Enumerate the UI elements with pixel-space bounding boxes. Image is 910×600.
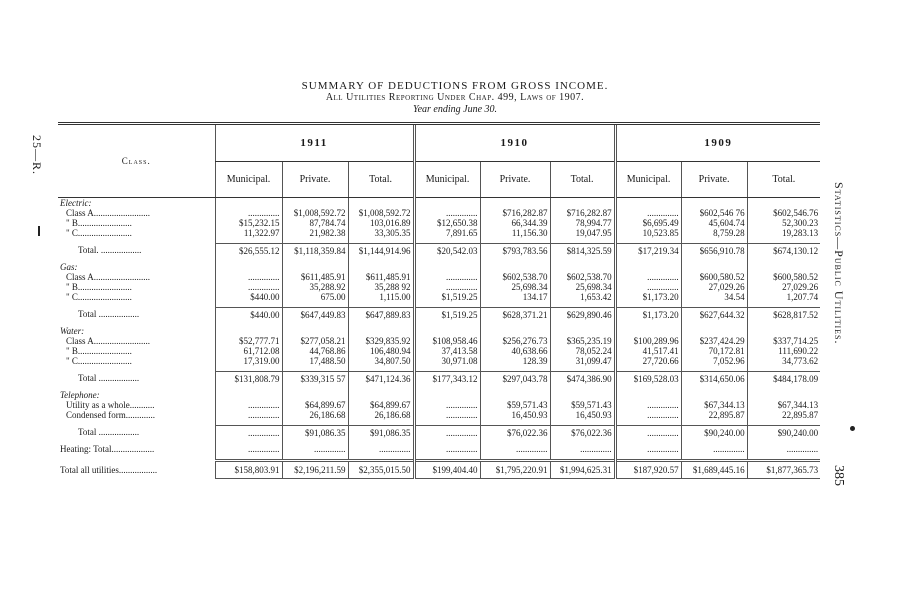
cell-value: ..............	[215, 410, 282, 420]
cell-value: 675.00	[282, 292, 348, 302]
empty-cell	[480, 262, 550, 272]
subheader-private: Private.	[480, 162, 550, 198]
section-heading-row	[58, 198, 820, 209]
year-header-1910: 1910	[414, 124, 615, 162]
cell-value: ..............	[215, 208, 282, 218]
table-row	[58, 218, 820, 228]
empty-cell	[215, 326, 282, 336]
cell-value: 1,653.42	[550, 292, 615, 302]
total-row	[58, 372, 820, 386]
cell-value: 87,784.74	[282, 218, 348, 228]
row-label: Total ..................	[78, 427, 140, 438]
cell-value: $716,282.87	[550, 208, 615, 218]
cell-value: $1,118,359.84	[282, 244, 348, 258]
empty-cell	[747, 262, 820, 272]
cell-value: $600,580.52	[681, 272, 747, 282]
cell-value: ..............	[615, 272, 681, 282]
cell-value: $339,315 57	[282, 372, 348, 386]
class-column-header: Class.	[58, 124, 215, 198]
cell-value: $12,650.38	[414, 218, 480, 228]
cell-value: $90,240.00	[681, 426, 747, 440]
empty-cell	[615, 198, 681, 209]
row-label: Class A.........................	[66, 208, 151, 218]
row-label: " B........................	[66, 346, 132, 356]
cell-value: ..............	[615, 400, 681, 410]
cell-value: ..............	[215, 282, 282, 292]
cell-value: 41,517.41	[615, 346, 681, 356]
cell-value: 34,807.50	[348, 356, 414, 366]
page-subtitle: All Utilities Reporting Under Chap. 499, Laws of 1907.	[325, 92, 585, 103]
cell-value: $2,355,015.50	[348, 461, 414, 479]
cell-value: $471,124.36	[348, 372, 414, 386]
row-label: Class A.........................	[66, 272, 151, 282]
empty-cell	[550, 198, 615, 209]
row-label: Condensed form.............	[66, 410, 155, 420]
cell-value: $611,485.91	[282, 272, 348, 282]
cell-value: 22,895.87	[681, 410, 747, 420]
margin-tick	[38, 226, 40, 236]
cell-value: 33,305.35	[348, 228, 414, 238]
margin-dot	[850, 426, 855, 431]
empty-cell	[681, 262, 747, 272]
cell-value: 35,288 92	[348, 282, 414, 292]
empty-cell	[348, 198, 414, 209]
empty-cell	[215, 390, 282, 400]
empty-cell	[282, 262, 348, 272]
cell-value: $602,546 76	[681, 208, 747, 218]
cell-value: $1,144,914.96	[348, 244, 414, 258]
cell-value: 7,052.96	[681, 356, 747, 366]
subheader-total: Total.	[747, 162, 820, 198]
cell-value: 19,047.95	[550, 228, 615, 238]
cell-value: $600,580.52	[747, 272, 820, 282]
cell-value: $108,958.46	[414, 336, 480, 346]
empty-cell	[414, 198, 480, 209]
table-row	[58, 410, 820, 420]
cell-value: 134.17	[480, 292, 550, 302]
empty-cell	[747, 198, 820, 209]
cell-value: $474,386.90	[550, 372, 615, 386]
cell-value: $256,276.73	[480, 336, 550, 346]
cell-value: $52,777.71	[215, 336, 282, 346]
cell-value: $647,889.83	[348, 308, 414, 322]
cell-value: $627,644.32	[681, 308, 747, 322]
row-label: Class A.........................	[66, 336, 151, 346]
cell-value: 11,322.97	[215, 228, 282, 238]
cell-value: $628,817.52	[747, 308, 820, 322]
year-header-1911: 1911	[215, 124, 414, 162]
cell-value: 16,450.93	[550, 410, 615, 420]
table-row	[58, 272, 820, 282]
cell-value: 8,759.28	[681, 228, 747, 238]
cell-value: $337,714.25	[747, 336, 820, 346]
cell-value: $1,994,625.31	[550, 461, 615, 479]
empty-cell	[615, 262, 681, 272]
cell-value: ..............	[480, 444, 550, 454]
cell-value: ..............	[414, 208, 480, 218]
row-label: Utility as a whole...........	[66, 400, 155, 410]
cell-value: ..............	[414, 272, 480, 282]
cell-value: 1,115.00	[348, 292, 414, 302]
cell-value: ..............	[615, 208, 681, 218]
cell-value: ..............	[414, 444, 480, 454]
cell-value: $2,196,211.59	[282, 461, 348, 479]
empty-cell	[348, 390, 414, 400]
cell-value: $26,555.12	[215, 244, 282, 258]
cell-value: $602,538.70	[550, 272, 615, 282]
cell-value: ..............	[414, 410, 480, 420]
cell-value: ..............	[747, 444, 820, 454]
cell-value: $20,542.03	[414, 244, 480, 258]
subheader-private: Private.	[282, 162, 348, 198]
cell-value: $59,571.43	[550, 400, 615, 410]
cell-value: ..............	[215, 400, 282, 410]
cell-value: 45,604.74	[681, 218, 747, 228]
empty-cell	[615, 326, 681, 336]
cell-value: $131,808.79	[215, 372, 282, 386]
empty-cell	[282, 326, 348, 336]
deductions-table	[58, 122, 820, 479]
cell-value: 34,773.62	[747, 356, 820, 366]
cell-value: $484,178.09	[747, 372, 820, 386]
cell-value: $1,877,365.73	[747, 461, 820, 479]
cell-value: $1,795,220.91	[480, 461, 550, 479]
cell-value: 16,450.93	[480, 410, 550, 420]
cell-value: 106,480.94	[348, 346, 414, 356]
cell-value: $17,219.34	[615, 244, 681, 258]
cell-value: 37,413.58	[414, 346, 480, 356]
page-subtitle-year: Year ending June 30.	[412, 104, 498, 115]
empty-cell	[480, 390, 550, 400]
empty-cell	[550, 262, 615, 272]
cell-value: 1,207.74	[747, 292, 820, 302]
row-label: " C........................	[66, 356, 132, 366]
empty-cell	[215, 262, 282, 272]
cell-value: 31,099.47	[550, 356, 615, 366]
cell-value: 27,029.26	[681, 282, 747, 292]
cell-value: ..............	[615, 410, 681, 420]
cell-value: $628,371.21	[480, 308, 550, 322]
cell-value: 40,638.66	[480, 346, 550, 356]
section-heading: Telephone:	[60, 390, 100, 400]
empty-cell	[615, 390, 681, 400]
cell-value: 34.54	[681, 292, 747, 302]
section-heading: Electric:	[60, 198, 92, 208]
cell-value: $59,571.43	[480, 400, 550, 410]
cell-value: $611,485.91	[348, 272, 414, 282]
cell-value: $64,899.67	[348, 400, 414, 410]
table-row	[58, 292, 820, 302]
cell-value: ..............	[681, 444, 747, 454]
subheader-private: Private.	[681, 162, 747, 198]
row-label: Total ..................	[78, 309, 140, 320]
cell-value: 52,300.23	[747, 218, 820, 228]
cell-value: $1,173.20	[615, 292, 681, 302]
row-label: " C........................	[66, 292, 132, 302]
cell-value: $76,022.36	[550, 426, 615, 440]
cell-value: 25,698.34	[480, 282, 550, 292]
side-label-left: 25—R.	[30, 135, 44, 176]
cell-value: $297,043.78	[480, 372, 550, 386]
empty-cell	[550, 390, 615, 400]
cell-value: ..............	[615, 426, 681, 440]
cell-value: 78,052.24	[550, 346, 615, 356]
cell-value: 26,186.68	[348, 410, 414, 420]
cell-value: $1,519.25	[414, 308, 480, 322]
cell-value: 22,895.87	[747, 410, 820, 420]
section-heading-row	[58, 390, 820, 400]
cell-value: 7,891.65	[414, 228, 480, 238]
total-row	[58, 308, 820, 322]
cell-value: $793,783.56	[480, 244, 550, 258]
empty-cell	[550, 326, 615, 336]
cell-value: 78,994.77	[550, 218, 615, 228]
table-row	[58, 444, 820, 454]
cell-value: 10,523.85	[615, 228, 681, 238]
cell-value: $177,343.12	[414, 372, 480, 386]
cell-value: 30,971.08	[414, 356, 480, 366]
empty-cell	[414, 262, 480, 272]
empty-cell	[348, 326, 414, 336]
cell-value: 21,982.38	[282, 228, 348, 238]
empty-cell	[681, 198, 747, 209]
cell-value: $67,344.13	[747, 400, 820, 410]
cell-value: $647,449.83	[282, 308, 348, 322]
cell-value: 70,172.81	[681, 346, 747, 356]
cell-value: $187,920.57	[615, 461, 681, 479]
cell-value: $277,058.21	[282, 336, 348, 346]
empty-cell	[282, 198, 348, 209]
year-header-1909: 1909	[615, 124, 820, 162]
cell-value: 111,690.22	[747, 346, 820, 356]
table-row	[58, 356, 820, 366]
cell-value: 35,288.92	[282, 282, 348, 292]
section-heading-row	[58, 262, 820, 272]
cell-value: 26,186.68	[282, 410, 348, 420]
cell-value: 66,344.39	[480, 218, 550, 228]
section-heading: Gas:	[60, 262, 78, 272]
empty-cell	[215, 198, 282, 209]
table-row	[58, 400, 820, 410]
page-title: SUMMARY OF DEDUCTIONS FROM GROSS INCOME.	[301, 80, 609, 92]
cell-value: $169,528.03	[615, 372, 681, 386]
cell-value: $602,538.70	[480, 272, 550, 282]
cell-value: 103,016.89	[348, 218, 414, 228]
cell-value: 17,488.50	[282, 356, 348, 366]
table-row	[58, 228, 820, 238]
cell-value: ..............	[215, 272, 282, 282]
cell-value: $1,519.25	[414, 292, 480, 302]
empty-cell	[414, 326, 480, 336]
cell-value: 19,283.13	[747, 228, 820, 238]
cell-value: ..............	[550, 444, 615, 454]
cell-value: $91,086.35	[348, 426, 414, 440]
empty-cell	[747, 390, 820, 400]
section-heading: Water:	[60, 326, 85, 336]
title-block	[0, 80, 910, 116]
subheader-municipal: Municipal.	[215, 162, 282, 198]
cell-value: $629,890.46	[550, 308, 615, 322]
cell-value: $1,689,445.16	[681, 461, 747, 479]
cell-value: $716,282.87	[480, 208, 550, 218]
cell-value: ..............	[615, 444, 681, 454]
row-label: Total. ..................	[78, 245, 142, 256]
cell-value: $365,235.19	[550, 336, 615, 346]
cell-value: 128.39	[480, 356, 550, 366]
table-row	[58, 346, 820, 356]
total-row	[58, 426, 820, 440]
subheader-total: Total.	[348, 162, 414, 198]
cell-value: $90,240.00	[747, 426, 820, 440]
table-body	[58, 198, 820, 479]
row-label: " B........................	[66, 218, 132, 228]
cell-value: $329,835.92	[348, 336, 414, 346]
cell-value: $15,232.15	[215, 218, 282, 228]
grand-total-row	[58, 461, 820, 479]
cell-value: $602,546.76	[747, 208, 820, 218]
cell-value: ..............	[282, 444, 348, 454]
empty-cell	[480, 326, 550, 336]
empty-cell	[747, 326, 820, 336]
cell-value: ..............	[414, 282, 480, 292]
total-row	[58, 244, 820, 258]
table-row	[58, 208, 820, 218]
cell-value: 61,712.08	[215, 346, 282, 356]
table-row	[58, 282, 820, 292]
running-head: Statistics—Public Utilities.	[832, 182, 846, 345]
empty-cell	[681, 326, 747, 336]
empty-cell	[348, 262, 414, 272]
cell-value: $76,022.36	[480, 426, 550, 440]
cell-value: $440.00	[215, 292, 282, 302]
cell-value: ..............	[348, 444, 414, 454]
subheader-municipal: Municipal.	[414, 162, 480, 198]
row-label: Total ..................	[78, 373, 140, 384]
row-label: Total all utilities.................	[60, 464, 158, 475]
cell-value: $1,173.20	[615, 308, 681, 322]
cell-value: $100,289.96	[615, 336, 681, 346]
cell-value: 27,720.66	[615, 356, 681, 366]
empty-cell	[681, 390, 747, 400]
cell-value: $237,424.29	[681, 336, 747, 346]
cell-value: ..............	[414, 426, 480, 440]
cell-value: $199,404.40	[414, 461, 480, 479]
cell-value: $67,344.13	[681, 400, 747, 410]
cell-value: 11,156.30	[480, 228, 550, 238]
cell-value: 44,768.86	[282, 346, 348, 356]
cell-value: $674,130.12	[747, 244, 820, 258]
row-label: Heating: Total...................	[60, 444, 155, 454]
cell-value: $158,803.91	[215, 461, 282, 479]
cell-value: ..............	[215, 426, 282, 440]
cell-value: $814,325.59	[550, 244, 615, 258]
row-label: " B........................	[66, 282, 132, 292]
cell-value: $314,650.06	[681, 372, 747, 386]
empty-cell	[282, 390, 348, 400]
cell-value: ..............	[414, 400, 480, 410]
cell-value: 17,319.00	[215, 356, 282, 366]
cell-value: $64,899.67	[282, 400, 348, 410]
empty-cell	[414, 390, 480, 400]
cell-value: 27,029.26	[747, 282, 820, 292]
cell-value: $1,008,592.72	[282, 208, 348, 218]
cell-value: 25,698.34	[550, 282, 615, 292]
subheader-total: Total.	[550, 162, 615, 198]
cell-value: $6,695.49	[615, 218, 681, 228]
cell-value: $440.00	[215, 308, 282, 322]
table-row	[58, 336, 820, 346]
cell-value: $656,910.78	[681, 244, 747, 258]
cell-value: ..............	[215, 444, 282, 454]
row-label: " C........................	[66, 228, 132, 238]
cell-value: $91,086.35	[282, 426, 348, 440]
subheader-municipal: Municipal.	[615, 162, 681, 198]
empty-cell	[480, 198, 550, 209]
cell-value: ..............	[615, 282, 681, 292]
page-number: 385	[831, 465, 846, 486]
cell-value: $1,008,592.72	[348, 208, 414, 218]
section-heading-row	[58, 326, 820, 336]
